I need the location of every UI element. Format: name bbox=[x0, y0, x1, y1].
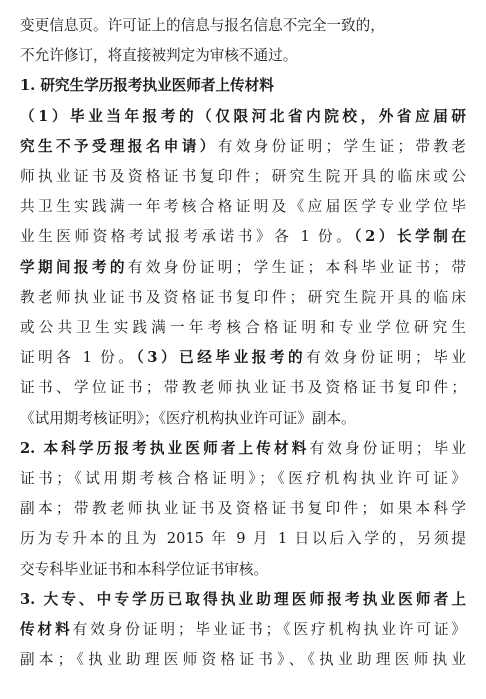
body-text: 师执业证书及资格证书复印件；研究生院开具的临床或公 bbox=[20, 168, 466, 185]
bold-text: （1）毕业当年报考的（仅限河北省内院校，外省应届研 bbox=[20, 107, 466, 125]
body-text: 有效身份证明；毕业 bbox=[309, 439, 466, 457]
bold-text: 究生不予受理报名申请） bbox=[20, 137, 218, 155]
text-line bbox=[20, 72, 466, 100]
text-line bbox=[20, 133, 466, 161]
text-line bbox=[20, 223, 466, 251]
body-text: 教老师执业证书及资格证书复印件；研究生院开具的临床 bbox=[20, 288, 466, 306]
body-text: 业生医师资格考试报考承诺书》各 1 份。 bbox=[20, 228, 355, 246]
body-text: 副本；《执业助理医师资格证书》、《执业助理医师执业 bbox=[20, 651, 466, 669]
text-line bbox=[20, 405, 466, 433]
body-text: 证书；《试用期考核合格证明》；《医疗机构执业许可证》 bbox=[20, 470, 466, 487]
bold-text: 2. 本科学历报考执业医师者上传材料 bbox=[20, 439, 310, 457]
text-line bbox=[20, 193, 466, 221]
body-text: 副本；带教老师执业证书及资格证书复印件；如果本科学 bbox=[20, 500, 466, 518]
text-line bbox=[20, 163, 466, 191]
text-line bbox=[20, 646, 466, 674]
body-text: 共卫生实践满一年考核合格证明及《应届医学专业学位毕 bbox=[20, 198, 466, 216]
body-text: 有效身份证明；学生证；带教老 bbox=[217, 137, 466, 155]
body-text: 有效身份证明；毕业证书；《医疗机构执业许可证》 bbox=[72, 621, 466, 638]
body-text: 历为专升本的且为 2015 年 9 月 1 日以后入学的，另须提 bbox=[20, 530, 466, 548]
body-text: 证明各 1 份。 bbox=[20, 349, 137, 367]
body-text: 变更信息页。许可证上的信息与报名信息不完全一致的， bbox=[20, 17, 385, 34]
bold-text: （2）长学制在 bbox=[354, 228, 466, 246]
body-text: 或公共卫生实践满一年考核合格证明和专业学位研究生 bbox=[20, 319, 466, 336]
text-line bbox=[20, 254, 466, 282]
text-line bbox=[20, 586, 466, 614]
text-line bbox=[20, 12, 466, 40]
text-line bbox=[20, 616, 466, 644]
bold-text: 1. 研究生学历报考执业医师者上传材料 bbox=[20, 77, 274, 95]
text-line bbox=[20, 314, 466, 342]
text-line bbox=[20, 556, 466, 584]
text-line bbox=[20, 344, 466, 372]
text-line bbox=[20, 42, 466, 70]
text-line bbox=[20, 465, 466, 493]
text-line bbox=[20, 374, 466, 402]
body-text: 有效身份证明；毕业 bbox=[306, 349, 466, 367]
text-line bbox=[20, 495, 466, 523]
body-text: 交专科毕业证书和本科学位证书审核。 bbox=[20, 560, 269, 578]
bold-text: 3. 大专、中专学历已取得执业助理医师报考执业医师者上 bbox=[20, 590, 466, 608]
bold-text: 传材料 bbox=[20, 621, 73, 638]
body-text: 证书、学位证书；带教老师执业证书及资格证书复印件； bbox=[20, 379, 466, 397]
text-line bbox=[20, 284, 466, 312]
bold-text: （3）已经毕业报考的 bbox=[136, 349, 307, 367]
body-text: 不允许修订，将直接被判定为审核不通过。 bbox=[20, 47, 298, 65]
body-text: 《试用期考核证明》；《医疗机构执业许可证》副本。 bbox=[20, 409, 356, 427]
body-text: 有效身份证明；学生证；本科毕业证书；带 bbox=[127, 258, 466, 276]
text-line bbox=[20, 103, 466, 131]
text-line bbox=[20, 435, 466, 463]
text-line bbox=[20, 525, 466, 553]
bold-text: 学期间报考的 bbox=[20, 258, 128, 276]
